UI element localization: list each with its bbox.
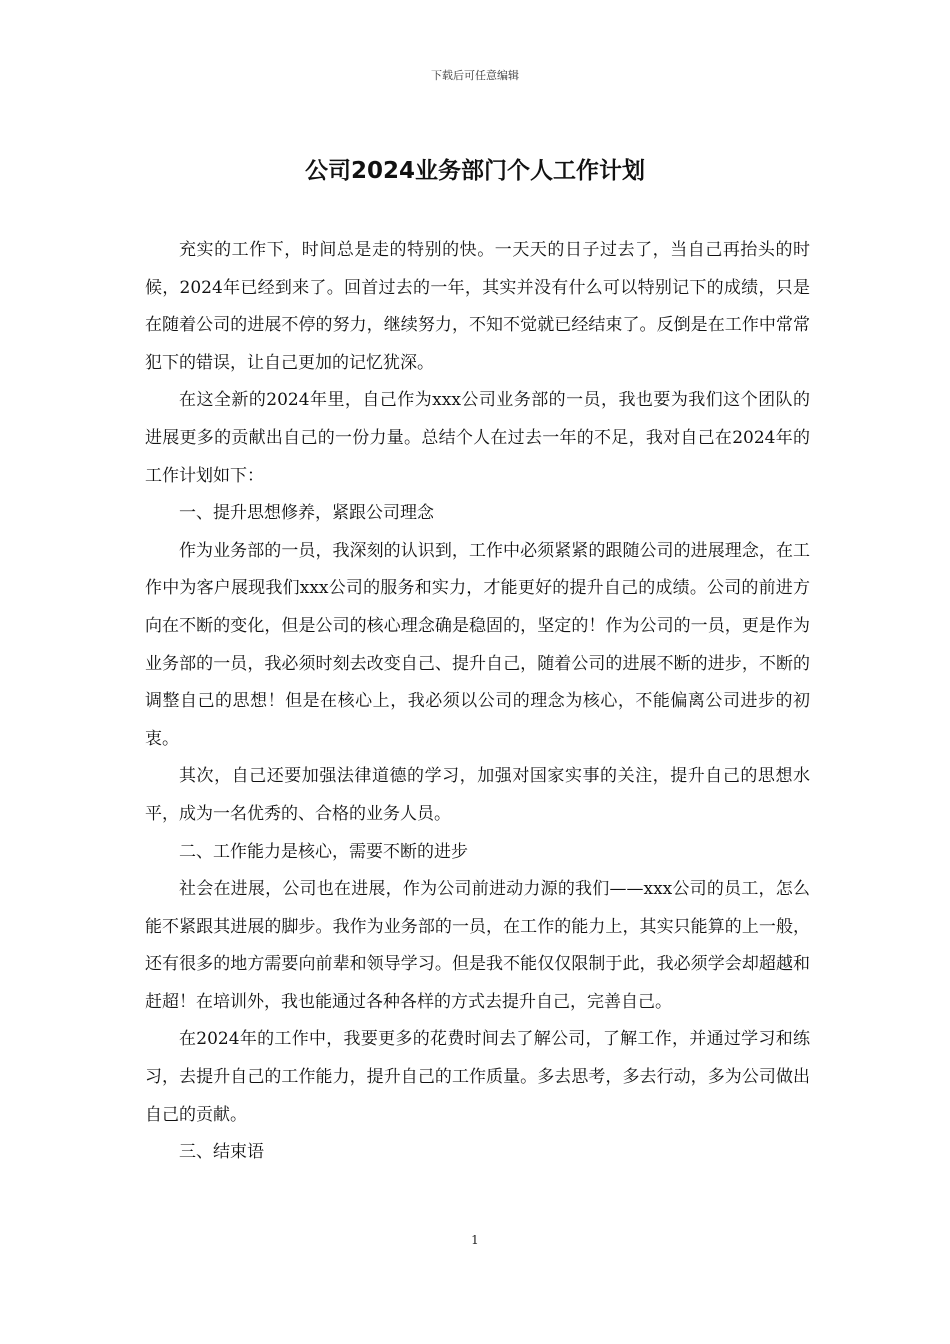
section-heading-1: 一、提升思想修养，紧跟公司理念	[179, 503, 434, 524]
paragraph-plan-intro: 在这全新的2024年里，自己作为xxx公司业务部的一员，我也要为我们这个团队的进展更多的贡献出自己的一份力量。总结个人在过去一年的不足，我对自己在2024年的工作计划如下：	[145, 390, 810, 486]
paragraph-section-1-a: 作为业务部的一员，我深刻的认识到，工作中必须紧紧的跟随公司的进展理念，在工作中为客户展现我们xxx公司的服务和实力，才能更好的提升自己的成绩。公司的前进方向在不断的变化，但是公司的核心理念确是稳固的，坚定的！作为公司的一员，更是作为业务部的一员，我必须时刻去改变自己、提升自己，随着公司的进展不断的进步，不断的调整自己的思想！但是在核心上，我必须以公司的理念为核心，不能偏离公司进步的初衷。	[145, 540, 810, 749]
page-number: 1	[471, 1233, 479, 1247]
document-body	[145, 232, 810, 1172]
paragraph-section-2-a: 社会在进展，公司也在进展，作为公司前进动力源的我们——xxx公司的员工，怎么能不紧跟其进展的脚步。我作为业务部的一员，在工作的能力上，其实只能算的上一般，还有很多的地方需要向前辈和领导学习。但是我不能仅仅限制于此，我必须学会却超越和赶超！在培训外，我也能通过各种各样的方式去提升自己，完善自己。	[145, 879, 810, 1012]
paragraph-section-2-b: 在2024年的工作中，我要更多的花费时间去了解公司，了解工作，并通过学习和练习，去提升自己的工作能力，提升自己的工作质量。多去思考，多去行动，多为公司做出自己的贡献。	[145, 1029, 810, 1125]
section-heading-3: 三、结束语	[179, 1142, 264, 1163]
paragraph-section-1-b: 其次，自己还要加强法律道德的学习，加强对国家实事的关注，提升自己的思想水平，成为一名优秀的、合格的业务人员。	[145, 766, 810, 824]
document-title: 公司2024业务部门个人工作计划	[304, 158, 645, 184]
header-note: 下载后可任意编辑	[431, 69, 519, 82]
paragraph-intro: 充实的工作下，时间总是走的特别的快。一天天的日子过去了，当自己再抬头的时候，2024年已经到来了。回首过去的一年，其实并没有什么可以特别记下的成绩，只是在随着公司的进展不停的努力，继续努力，不知不觉就已经结束了。反倒是在工作中常常犯下的错误，让自己更加的记忆犹深。	[145, 240, 810, 373]
section-heading-2: 二、工作能力是核心，需要不断的进步	[179, 841, 468, 862]
